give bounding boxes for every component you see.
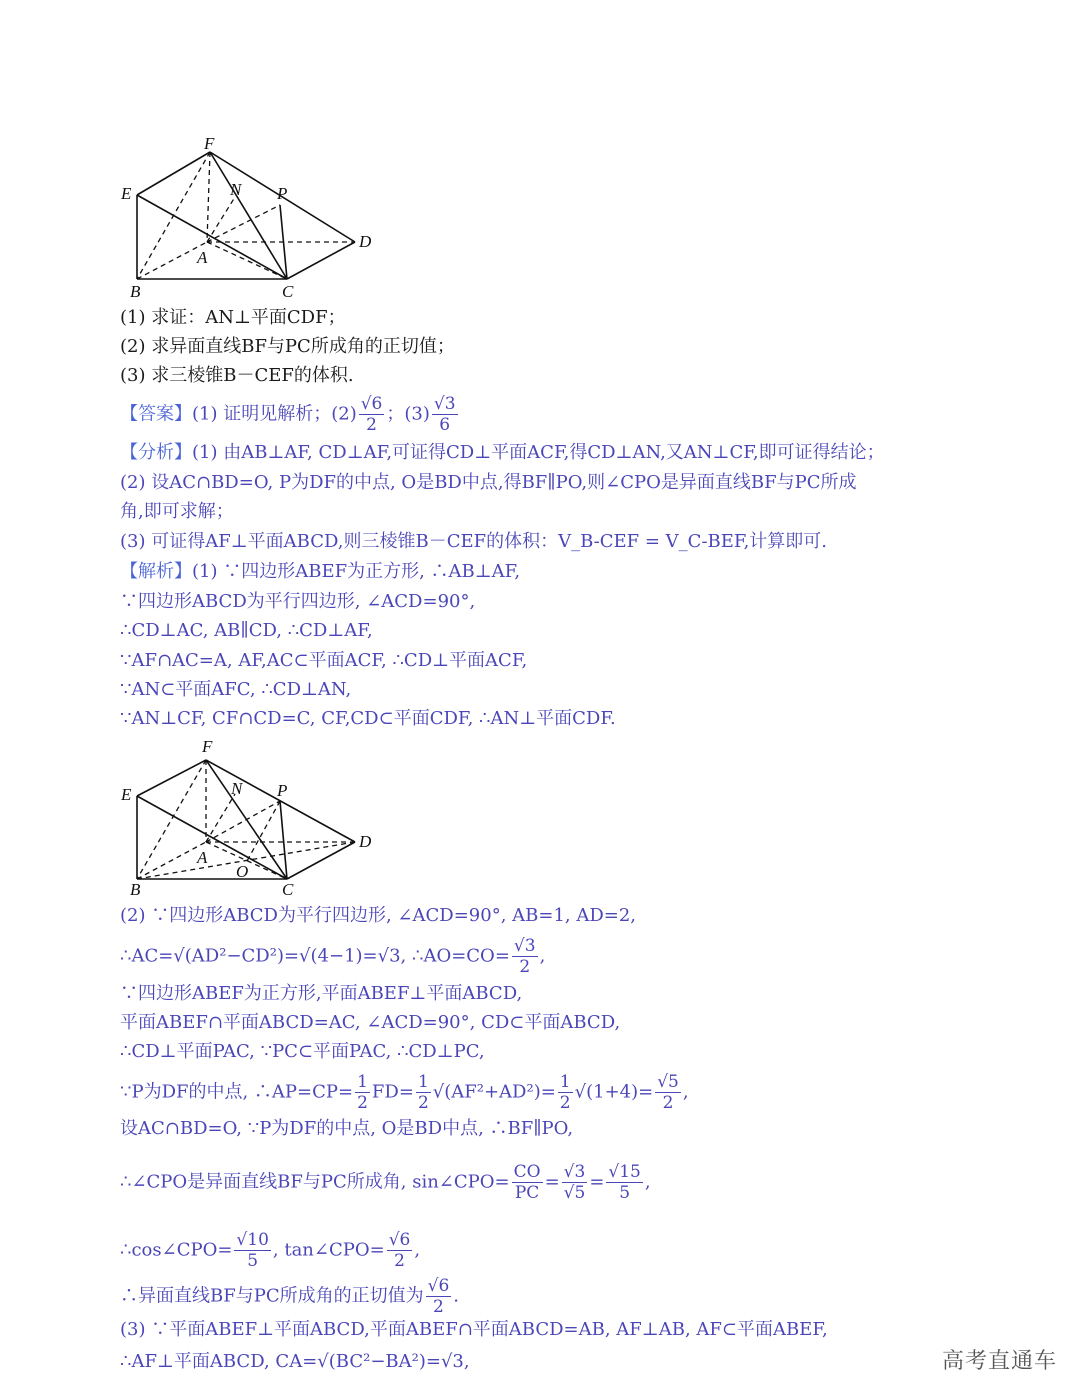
label-D: D xyxy=(359,232,372,251)
label-C: C xyxy=(282,282,294,300)
solution-line-5: ∵AN⊂平面AFC, ∴CD⊥AN, xyxy=(120,679,352,700)
answer-line: 【答案】(1) 证明见解析；(2) $\frac{√6}{2}$ ；(3) $\frac{√3}{6}$ xyxy=(120,394,456,435)
part3-line-2: ∴AF⊥平面ABCD, CA=√(BC²−BA²)=√3, xyxy=(120,1351,470,1372)
label-A: A xyxy=(197,248,208,267)
label-D: D xyxy=(359,832,372,851)
solution-tag: 【解析】 xyxy=(120,561,192,582)
part2-line-7: 设AC∩BD=O, ∵P为DF的中点, O是BD中点, ∴BF∥PO, xyxy=(120,1118,574,1139)
analysis-line-2: (2) 设AC∩BD=O, P为DF的中点, O是BD中点,得BF∥PO,则∠CPO是异面直线BF与PC所成 xyxy=(120,472,857,493)
analysis-tag: 【分析】 xyxy=(120,442,192,463)
answer-frac-1: $\frac{√6}{2}$ xyxy=(360,394,383,435)
geometry-figure-2 xyxy=(115,736,375,898)
question-1: (1) 求证：AN⊥平面CDF； xyxy=(120,307,346,328)
label-F: F xyxy=(202,737,213,756)
label-F: F xyxy=(204,135,215,153)
part3-line-1: (3) ∵平面ABEF⊥平面ABCD,平面ABEF∩平面ABCD=AB, AF⊥AB, AF⊂平面ABEF, xyxy=(120,1319,828,1340)
question-2: (2) 求异面直线BF与PC所成角的正切值； xyxy=(120,336,455,357)
label-B: B xyxy=(130,880,141,898)
label-B: B xyxy=(130,282,141,300)
part2-line-8: ∴∠CPO是异面直线BF与PC所成角, sin∠CPO= $\frac{CO}{PC}$ = $\frac{√3}{√5}$ = $\frac{√15}{5}$ , xyxy=(120,1162,651,1203)
analysis-line-4: (3) 可证得AF⊥平面ABCD,则三棱锥B－CEF的体积：V_B-CEF = V_C-BEF,计算即可. xyxy=(120,531,828,552)
label-O: O xyxy=(236,862,249,881)
part2-line-6: ∵P为DF的中点, ∴AP=CP= $\frac{1}{2}$ FD= $\frac{1}{2}$ √(AF²+AD²)= $\frac{1}{2}$ √(1+4)= $\frac{√5}{2}$ , xyxy=(120,1072,689,1113)
solution-line-4: ∵AF∩AC=A, AF,AC⊂平面ACF, ∴CD⊥平面ACF, xyxy=(120,650,528,671)
solution-line-2: ∵四边形ABCD为平行四边形, ∠ACD=90°, xyxy=(120,591,476,612)
solution-line-1: 【解析】(1) ∵四边形ABEF为正方形, ∴AB⊥AF, xyxy=(120,561,521,582)
part2-line-3: ∵四边形ABEF为正方形,平面ABEF⊥平面ABCD, xyxy=(120,983,523,1004)
label-P: P xyxy=(277,184,288,203)
part2-line-9: ∴cos∠CPO= $\frac{√10}{5}$ , tan∠CPO= $\frac{√6}{2}$ , xyxy=(120,1230,421,1271)
answer-tag: 【答案】 xyxy=(120,403,192,425)
question-3: (3) 求三棱锥B－CEF的体积. xyxy=(120,365,354,386)
label-A: A xyxy=(197,848,208,867)
label-E: E xyxy=(121,785,132,804)
part2-line-1: (2) ∵四边形ABCD为平行四边形, ∠ACD=90°, AB=1, AD=2, xyxy=(120,905,637,926)
label-N: N xyxy=(230,180,242,199)
label-E: E xyxy=(121,184,132,203)
analysis-line-3: 角,即可求解； xyxy=(120,501,234,522)
geometry-figure-1 xyxy=(115,135,375,300)
part2-line-4: 平面ABEF∩平面ABCD=AC, ∠ACD=90°, CD⊂平面ABCD, xyxy=(120,1012,621,1033)
part2-line-10: ∴异面直线BF与PC所成角的正切值为 $\frac{√6}{2}$ . xyxy=(120,1276,459,1317)
answer-frac-2: $\frac{√3}{6}$ xyxy=(433,394,456,435)
analysis-line-1: 【分析】(1) 由AB⊥AF, CD⊥AF,可证得CD⊥平面ACF,得CD⊥AN,又AN⊥CF,即可证得结论； xyxy=(120,442,885,463)
label-P: P xyxy=(277,781,288,800)
watermark: 高考直通车 xyxy=(942,1349,1058,1374)
solution-line-3: ∴CD⊥AC, AB∥CD, ∴CD⊥AF, xyxy=(120,620,373,641)
part2-line-2: ∴AC=√(AD²−CD²)=√(4−1)=√3, ∴AO=CO= $\frac{√3}{2}$ , xyxy=(120,936,546,977)
label-C: C xyxy=(282,880,294,898)
label-N: N xyxy=(231,779,243,798)
part2-line-5: ∴CD⊥平面PAC, ∵PC⊂平面PAC, ∴CD⊥PC, xyxy=(120,1041,485,1062)
solution-line-6: ∵AN⊥CF, CF∩CD=C, CF,CD⊂平面CDF, ∴AN⊥平面CDF. xyxy=(120,708,616,729)
